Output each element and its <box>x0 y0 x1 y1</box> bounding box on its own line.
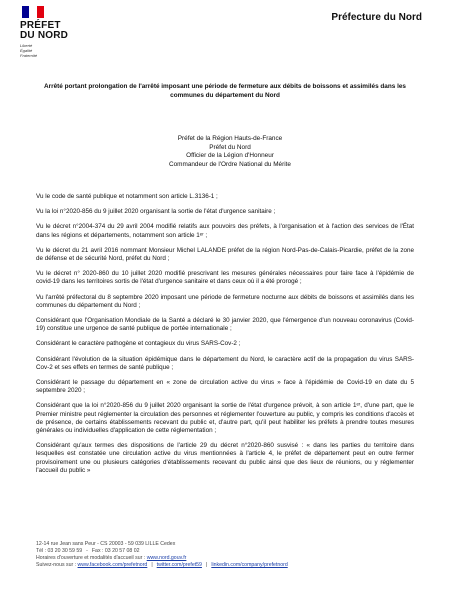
considerant-pathogene: Considérant le caractère pathogène et contagieux du virus SARS-Cov-2 ; <box>36 340 241 348</box>
footer-phone: Tél : 03 20 30 59 59 <box>36 548 83 554</box>
website-link[interactable]: www.nord.gouv.fr <box>146 555 187 561</box>
considerant-loi-article-1: Considérant que la loi n°2020-856 du 9 juillet 2020 organisant la sortie de l'état d'urgence prévoit, à son article 1ᵉʳ, d'une part, que le Premier ministre peut réglementer la circulation des personnes et réglementer l'ouverture au public, y compris les conditions d'accès et de présence, de certains établissements recevant du public et, d'autre part, qu'il peut habiliter les préfets à prendre toutes mesures générales ou individuelles d'application de cette réglementation ; <box>36 402 414 435</box>
motto-line3: Fraternité <box>20 53 38 58</box>
logo-title-line2: DU NORD <box>20 30 69 41</box>
signatory-line2: Préfet du Nord <box>209 143 251 151</box>
logo-title <box>20 21 80 41</box>
considerant-zone-active: Considérant le passage du département en « zone de circulation active du virus » face à l'épidémie de Covid-19 en date du 5 septembre 2020 ; <box>36 379 414 395</box>
logo-title-line1: PRÉFET <box>20 20 61 31</box>
visa-decret-2020-860: Vu le décret n° 2020-860 du 10 juillet 2020 modifié prescrivant les mesures générales nécessaires pour faire face à l'épidémie de covid-19 dans les territoires sortis de l'état d'urgence sanitaire et dans ceux où il a été prorogé ; <box>36 270 414 286</box>
document-body <box>36 193 414 482</box>
tricolor-flag-icon <box>22 6 44 18</box>
signatory-line3: Officier de la Légion d'Honneur <box>186 152 274 159</box>
considerant-article-29: Considérant qu'aux termes des dispositions de l'article 29 du décret n°2020-860 susvisé : « dans les parties du territoire dans lesquelles est constatée une circulation active du virus mentionnées à l'article 4, le préfet de département peut en outre fermer provisoirement une ou plusieurs catégories d'établissements recevant du public ainsi que des lieux de réunions, ou y réglementer l'accueil du public » <box>36 442 414 474</box>
signatory-line4: Commandeur de l'Ordre National du Mérite <box>169 160 291 168</box>
visa-decret-nomination: Vu le décret du 21 avril 2016 nommant Monsieur Michel LALANDE préfet de la région Nord-Pas-de-Calais-Picardie, préfet de la zone de défense et de sécurité Nord, préfet du Nord ; <box>36 246 414 263</box>
flag-red <box>37 6 44 18</box>
visa-loi-2020-856: Vu la loi n°2020-856 du 9 juillet 2020 organisant la sortie de l'état d'urgence sanitaire ; <box>36 208 276 216</box>
republic-motto <box>20 43 80 58</box>
flag-blue <box>22 6 29 18</box>
footer-follow-text: Suivez-nous sur : <box>36 562 77 568</box>
document-title: Arrêté portant prolongation de l'arrêté imposant une période de fermeture aux débits de boissons et assimilés dans les communes du département du Nord <box>44 83 406 99</box>
facebook-link[interactable]: www.facebook.com/prefetnord <box>77 562 148 568</box>
signatory-line1: Préfet de la Région Hauts-de-France <box>177 135 283 142</box>
twitter-link[interactable]: twitter.com/prefet59 <box>156 562 202 568</box>
prefecture-name: Préfecture du Nord <box>331 12 422 23</box>
visa-code-sante: Vu le code de santé publique et notamment son article L.3136-1 ; <box>36 193 218 200</box>
page-footer <box>36 541 416 569</box>
footer-fax: Fax : 03 20 57 08 02 <box>91 548 140 554</box>
footer-social: Suivez-nous sur : www.facebook.com/prefetnord | twitter.com/prefet59 | linkedin.com/company/prefetnord <box>36 562 288 568</box>
visa-arrete-prefectoral: Vu l'arrêté préfectoral du 8 septembre 2020 imposant une période de fermeture nocturne aux débits de boissons et assimilés dans les communes du département du Nord ; <box>36 293 414 309</box>
footer-address: 12-14 rue Jean sans Peur - CS 20003 - 59 039 LILLE Cedex <box>36 541 176 547</box>
footer-hours-text: Horaires d'ouverture et modalités d'accueil sur : <box>36 555 146 561</box>
signatory-block <box>150 135 310 169</box>
motto-line2: Égalité <box>20 48 33 53</box>
footer-hours <box>36 555 416 562</box>
considerant-oms: Considérant que l'Organisation Mondiale de la Santé a déclaré le 30 janvier 2020, que l'émergence d'un nouveau coronavirus (Covid-19) constitue une urgence de santé publique de portée internationale ; <box>36 317 414 333</box>
flag-white <box>29 6 36 18</box>
visa-decret-2004-374: Vu le décret n°2004-374 du 29 avril 2004 modifié relatifs aux pouvoirs des préfets, à l'organisation et à l'action des services de l'État dans les régions et départements, notamment son article 1ᵉʳ ; <box>36 223 414 239</box>
considerant-evolution: Considérant l'évolution de la situation épidémique dans le département du Nord, le caractère actif de la propagation du virus SARS-Cov-2 et ses effets en termes de santé publique ; <box>36 355 414 371</box>
footer-contact: Tél : 03 20 30 59 59 - Fax : 03 20 57 08 02 <box>36 548 140 554</box>
marianne-logo <box>20 6 80 58</box>
motto-line1: Liberté <box>20 43 33 48</box>
linkedin-link[interactable]: linkedin.com/company/prefetnord <box>211 562 288 568</box>
